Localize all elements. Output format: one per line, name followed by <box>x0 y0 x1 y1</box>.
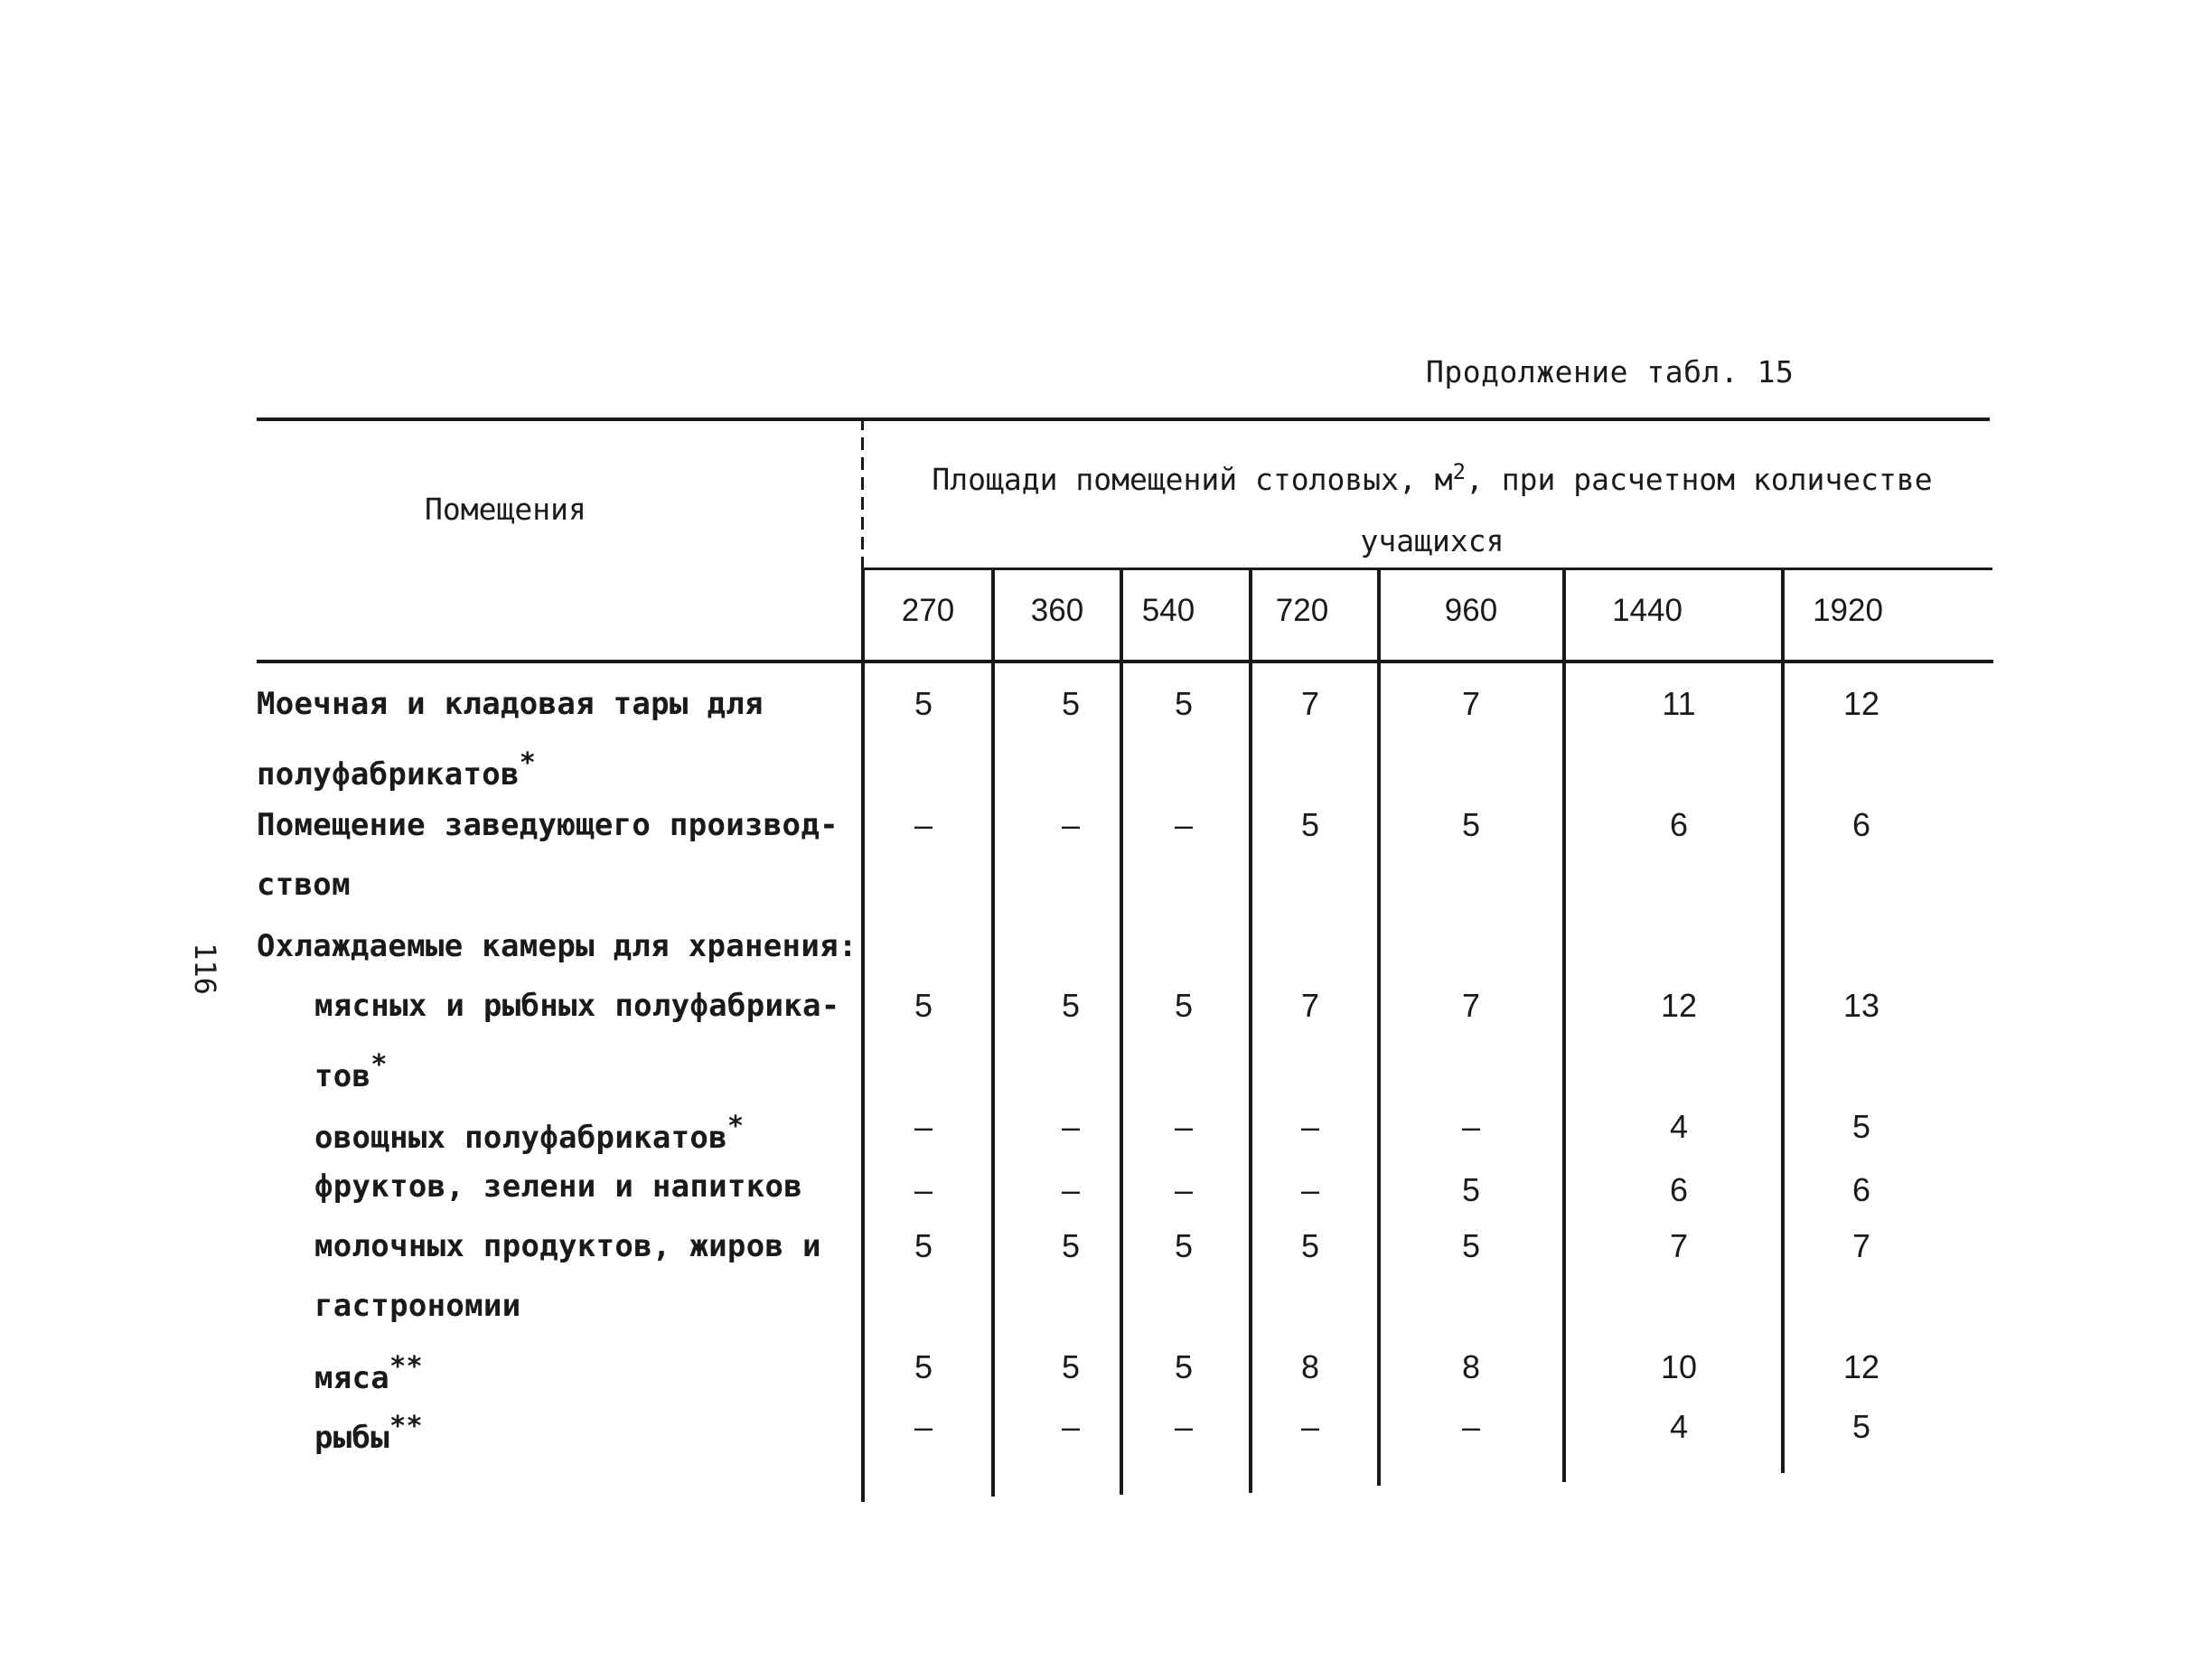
table-cell: – <box>1300 1171 1320 1208</box>
table-cell: 5 <box>1461 1227 1481 1264</box>
column-header-1920: 1920 <box>1813 593 1883 628</box>
header-rooms-label: Помещения <box>425 492 586 527</box>
column-divider-1 <box>991 569 995 1497</box>
table-cell: – <box>914 1408 933 1445</box>
table-cell: 5 <box>1061 685 1081 722</box>
table-cell: 5 <box>1851 1108 1871 1145</box>
table-cell: 7 <box>1669 1227 1689 1264</box>
row-label-wash-room: Моечная и кладовая тары для полуфабрикатов* <box>257 686 764 793</box>
table-cell: 5 <box>1174 685 1194 722</box>
column-header-720: 720 <box>1275 593 1329 628</box>
header-area-line1: Площади помещений столовых, $м^2$, при расчетном количестве <box>932 459 1933 497</box>
table-cell: 7 <box>1300 987 1320 1024</box>
table-cell: 4 <box>1669 1108 1689 1145</box>
table-cell: 5 <box>1061 987 1081 1024</box>
column-header-360: 360 <box>1030 593 1084 628</box>
row-label-meat: мяса** <box>314 1351 423 1396</box>
table-cell: 5 <box>1174 1227 1194 1264</box>
column-header-540: 540 <box>1141 593 1195 628</box>
table-cell: 5 <box>1461 806 1481 843</box>
table-cell: 5 <box>1061 1227 1081 1264</box>
column-divider-6 <box>1781 569 1785 1473</box>
label-column-divider-top <box>861 418 864 569</box>
table-caption: Продолжение табл. 15 <box>1426 354 1795 389</box>
header-area-line2: учащихся <box>1360 523 1504 558</box>
column-divider-2 <box>1120 569 1123 1495</box>
table-cell: 6 <box>1669 1171 1689 1208</box>
row-label-manager-room: Помещение заведующего производ- ством <box>257 807 839 903</box>
table-cell: 5 <box>1174 1348 1194 1385</box>
row-label-dairy-fats: молочных продуктов, жиров и гастрономии <box>314 1228 821 1324</box>
table-cell: 6 <box>1851 806 1871 843</box>
column-header-960: 960 <box>1444 593 1498 628</box>
table-cell: 5 <box>1851 1408 1871 1445</box>
table-cell: – <box>1174 1408 1194 1445</box>
row-label-meat-fish-semi: мясных и рыбных полуфабрика- тов* <box>314 988 840 1094</box>
table-cell: 12 <box>1842 1348 1880 1385</box>
table-cell: – <box>1300 1408 1320 1445</box>
table-cell: – <box>1061 806 1081 843</box>
table-cell: 5 <box>1300 806 1320 843</box>
table-cell: 7 <box>1300 685 1320 722</box>
column-divider-4 <box>1377 569 1381 1486</box>
table-cell: 5 <box>1061 1348 1081 1385</box>
column-header-1440: 1440 <box>1612 593 1682 628</box>
column-divider-5 <box>1562 569 1566 1482</box>
table-cell: – <box>1061 1408 1081 1445</box>
row-label-vegetable-semi: овощных полуфабрикатов* <box>314 1111 745 1156</box>
table-cell: – <box>1174 1171 1194 1208</box>
table-cell: – <box>914 806 933 843</box>
table-cell: 7 <box>1461 987 1481 1024</box>
table-cell: – <box>1061 1108 1081 1145</box>
table-cell: 11 <box>1662 685 1696 722</box>
table-cell: – <box>1461 1108 1481 1145</box>
row-label-cold-chambers: Охлаждаемые камеры для хранения: <box>257 928 858 964</box>
table-cell: 5 <box>914 1227 933 1264</box>
table-cell: 5 <box>1461 1171 1481 1208</box>
header-bottom-rule <box>257 660 1993 663</box>
column-header-270: 270 <box>901 593 955 628</box>
table-cell: – <box>1061 1171 1081 1208</box>
table-cell: 5 <box>914 685 933 722</box>
table-cell: – <box>1174 1108 1194 1145</box>
table-cell: 7 <box>1461 685 1481 722</box>
table-cell: – <box>1174 806 1194 843</box>
label-column-divider <box>861 569 865 1502</box>
table-cell: – <box>1300 1108 1320 1145</box>
table-cell: 4 <box>1669 1408 1689 1445</box>
table-cell: 8 <box>1300 1348 1320 1385</box>
column-divider-3 <box>1249 569 1252 1493</box>
table-cell: 5 <box>914 987 933 1024</box>
table-cell: 13 <box>1842 987 1880 1024</box>
table-cell: – <box>1461 1408 1481 1445</box>
table-cell: 5 <box>1300 1227 1320 1264</box>
table-cell: 5 <box>914 1348 933 1385</box>
table-cell: – <box>914 1108 933 1145</box>
table-top-rule <box>257 418 1990 421</box>
table-cell: – <box>914 1171 933 1208</box>
table-cell: 6 <box>1851 1171 1871 1208</box>
header-area-group <box>867 441 1997 572</box>
table-cell: 7 <box>1851 1227 1871 1264</box>
table-cell: 6 <box>1669 806 1689 843</box>
row-label-fruit-greens-drinks: фруктов, зелени и напитков <box>314 1168 803 1205</box>
table-cell: 12 <box>1842 685 1880 722</box>
table-cell: 8 <box>1461 1348 1481 1385</box>
page-number: 116 <box>188 943 222 995</box>
table-cell: 5 <box>1174 987 1194 1024</box>
table-cell: 10 <box>1660 1348 1698 1385</box>
table-cell: 12 <box>1660 987 1698 1024</box>
row-label-fish: рыбы** <box>314 1411 423 1456</box>
